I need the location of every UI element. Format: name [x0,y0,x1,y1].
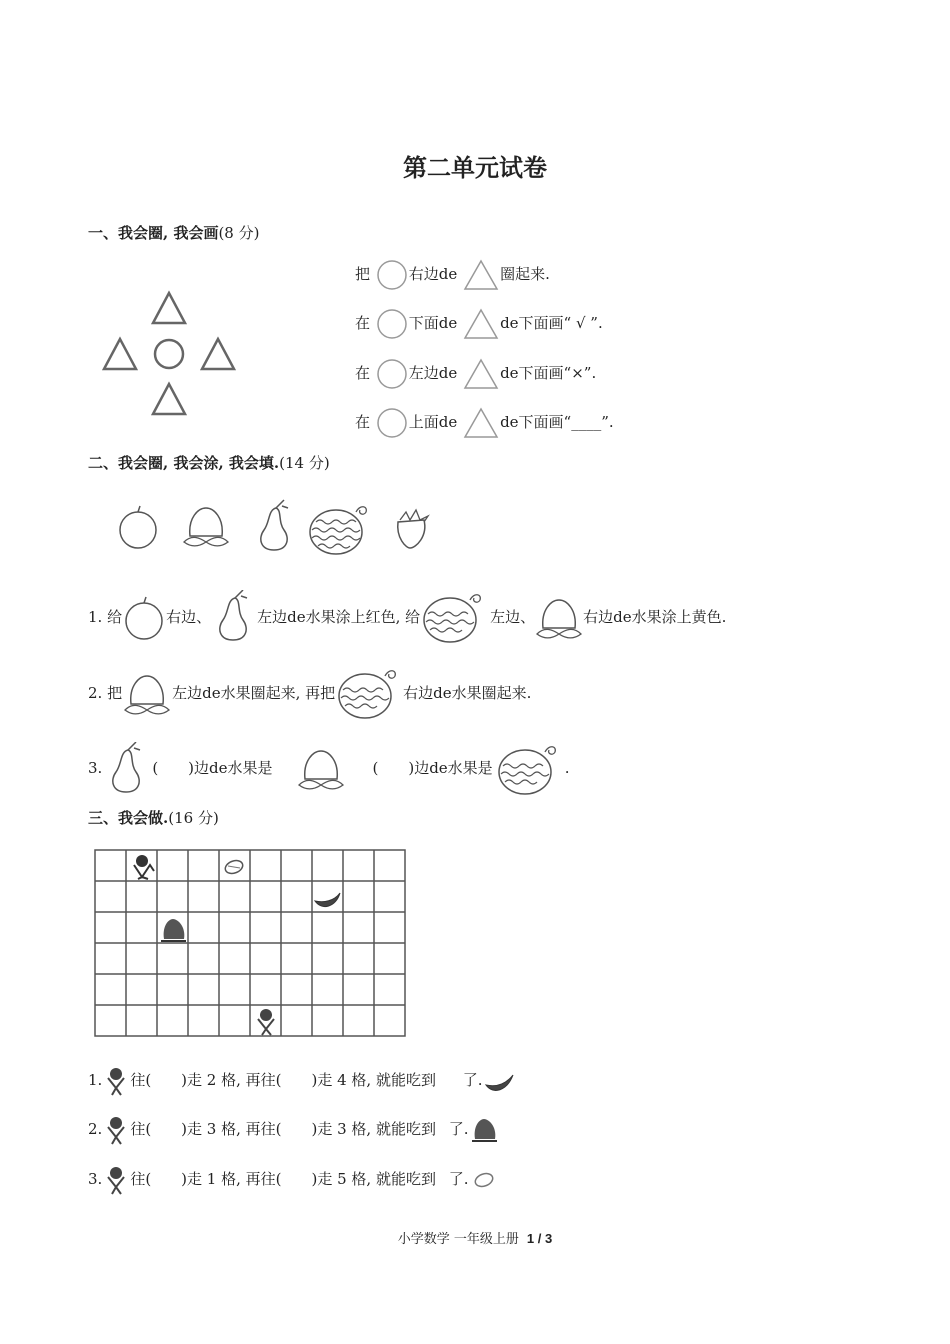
s2-question-1: 1. 给 右边、 左边de水果涂上红色, 给 左边、 右边de水果涂上黄色. [88,590,726,646]
pear-icon [102,742,152,796]
monkey-icon [102,1115,130,1145]
peach-icon [184,508,228,546]
section-3-heading [88,807,219,828]
watermelon-icon [420,592,490,644]
circle-icon [375,258,409,292]
page-footer [0,1228,950,1247]
fruit-row-figure [112,498,442,558]
watermelon-icon [493,742,565,796]
s3-question-3: 3. 往( )走 1 格, 再往( )走 5 格, 就能吃到 了. [88,1165,499,1195]
grid-peanut-icon [223,858,244,875]
grid-figure [94,849,408,1039]
strawberry-icon [398,510,428,548]
peach-icon [273,745,373,793]
triangle-left-icon [104,339,136,369]
section-3-title: 三、我会做. [88,809,169,827]
grid-monkey-bottom-icon [258,1009,274,1035]
section-3-score: (16 分) [168,809,219,827]
page-title: 第二单元试卷 [403,153,547,182]
peach-icon [535,594,583,642]
triangle-icon [462,258,500,292]
triangle-icon [462,307,500,341]
triangle-icon [462,357,500,391]
triangle-icon [462,406,500,440]
peach-icon [469,1115,501,1145]
grid-banana-icon [315,893,340,907]
monkey-icon [102,1165,130,1195]
grid-peach-icon [161,919,186,941]
section-1-title: 一、我会圈, 我会画 [88,224,219,242]
s2-question-3: 3. ( )边de水果是 ( )边de水果是 . [88,742,569,796]
circle-icon [375,307,409,341]
section-2-heading [88,452,330,473]
triangle-top-icon [153,293,185,323]
section-1-heading [88,222,259,243]
s1-line-2: 在 下面de de下面画“ √ ”. [355,307,603,341]
apple-icon [120,506,156,548]
s2-question-2: 2. 把 左边de水果圈起来, 再把 右边de水果圈起来. [88,668,531,720]
circle-center-icon [155,340,183,368]
triangle-bottom-icon [153,384,185,414]
s1-line-4: 在 上面de de下面画“____”. [355,406,614,440]
footer-subject: 小学数学 一年级上册 [397,1232,519,1247]
circle-icon [375,406,409,440]
peanut-icon [469,1167,499,1193]
triangle-right-icon [202,339,234,369]
banana-icon [483,1067,517,1095]
s3-question-2: 2. 往( )走 3 格, 再往( )走 3 格, 就能吃到 了. [88,1115,501,1145]
watermelon-icon [335,668,403,720]
pear-icon [261,500,288,550]
section-1-score: (8 分) [218,224,260,242]
grid-monkey-top-icon [134,855,154,879]
peach-icon [122,670,172,718]
watermelon-icon [310,507,366,554]
monkey-icon [102,1066,130,1096]
apple-icon [122,593,166,643]
page-number: 1 / 3 [526,1231,553,1246]
section-2-title: 二、我会圈, 我会涂, 我会填. [88,454,280,472]
s1-line-1: 把 右边de 圈起来. [355,258,550,292]
section-2-score: (14 分) [279,454,330,472]
pear-icon [211,590,257,646]
s1-line-3: 在 左边de de下面画“×”. [355,357,596,391]
s3-question-1: 1. 往( )走 2 格, 再往( )走 4 格, 就能吃到 了. [88,1066,517,1096]
circle-icon [375,357,409,391]
shape-cluster-figure [98,288,243,418]
